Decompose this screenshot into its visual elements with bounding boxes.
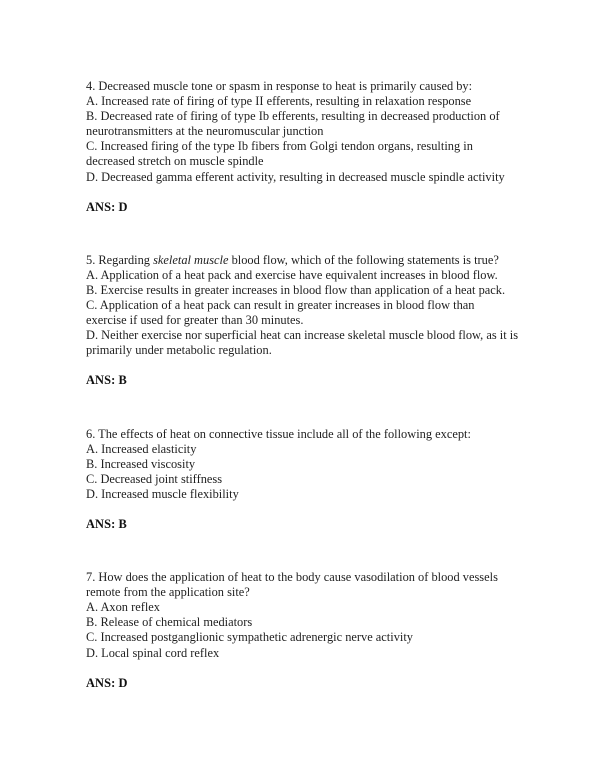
answer-option-list bbox=[86, 94, 518, 185]
answer-key: ANS: D bbox=[86, 199, 128, 214]
question-stem bbox=[86, 253, 518, 268]
answer-option: A. Axon reflex bbox=[86, 600, 160, 615]
question-stem bbox=[86, 570, 518, 600]
question-stem-text: 4. Decreased muscle tone or spasm in response to heat is primarily caused by: bbox=[86, 79, 473, 93]
question-stem-emphasis: skeletal muscle bbox=[153, 252, 229, 267]
answer-option: C. Application of a heat pack can result in greater increases in blood flow than exercise if used for greater than 30 minutes. bbox=[86, 298, 475, 328]
question-stem-text-continued: blood flow, which of the following statements is true? bbox=[228, 252, 499, 267]
question-stem-text: 6. The effects of heat on connective tissue include all of the following except: bbox=[86, 426, 471, 441]
question-stem bbox=[86, 427, 518, 442]
question-block bbox=[86, 253, 518, 389]
question-stem-text: 7. How does the application of heat to the body cause vasodilation of blood vessels remote from the application site? bbox=[86, 570, 498, 600]
answer-option: B. Exercise results in greater increases in blood flow than application of a heat pack. bbox=[86, 282, 506, 297]
question-block bbox=[86, 570, 518, 691]
answer-option: A. Increased rate of firing of type II efferents, resulting in relaxation response bbox=[86, 94, 472, 109]
question-stem-text: 5. Regarding bbox=[86, 252, 154, 267]
answer-option: C. Decreased joint stiffness bbox=[86, 471, 223, 486]
question-block bbox=[86, 427, 518, 533]
answer-option: A. Application of a heat pack and exercise have equivalent increases in blood flow. bbox=[86, 267, 498, 282]
answer-option: D. Local spinal cord reflex bbox=[86, 645, 220, 660]
answer-option: D. Increased muscle flexibility bbox=[86, 486, 239, 501]
answer-key: ANS: B bbox=[86, 516, 127, 531]
question-block bbox=[86, 79, 518, 215]
answer-option: B. Decreased rate of firing of type Ib efferents, resulting in decreased production of neurotransmitters at the neuromuscular junction bbox=[86, 109, 500, 139]
answer-option: C. Increased firing of the type Ib fibers from Golgi tendon organs, resulting in decreased stretch on muscle spindle bbox=[86, 139, 473, 169]
answer-key: ANS: D bbox=[86, 675, 128, 690]
answer-option: B. Release of chemical mediators bbox=[86, 615, 253, 630]
answer-option-list bbox=[86, 268, 518, 359]
answer-option: D. Decreased gamma efferent activity, resulting in decreased muscle spindle activity bbox=[86, 169, 505, 184]
answer-option: A. Increased elasticity bbox=[86, 441, 197, 456]
answer-option-list bbox=[86, 600, 518, 660]
answer-option: C. Increased postganglionic sympathetic adrenergic nerve activity bbox=[86, 630, 413, 645]
answer-key: ANS: B bbox=[86, 373, 127, 388]
answer-option: D. Neither exercise nor superficial heat can increase skeletal muscle blood flow, as it is primarily under metabolic regulation. bbox=[86, 328, 519, 358]
answer-option-list bbox=[86, 442, 518, 502]
question-stem bbox=[86, 79, 518, 94]
answer-option: B. Increased viscosity bbox=[86, 456, 196, 471]
question-list bbox=[86, 79, 518, 691]
